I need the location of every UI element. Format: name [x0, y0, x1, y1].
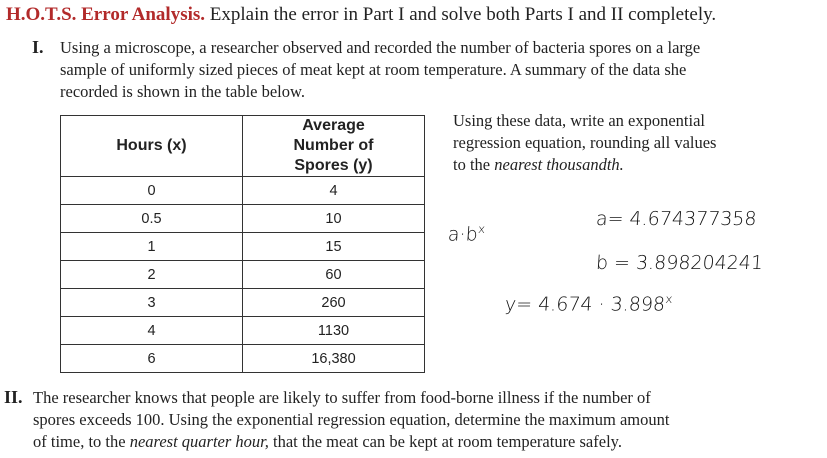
- spores-cell: 260: [243, 289, 425, 317]
- emphasis: nearest thousandth.: [494, 155, 624, 174]
- table-row: [61, 177, 425, 205]
- instruction: Explain the error in Part I and solve both Parts I and II completely.: [209, 4, 717, 25]
- text-line: recorded is shown in the table below.: [60, 82, 305, 101]
- spores-cell: 1130: [243, 317, 425, 345]
- suffix: that the meat can be kept at room temperature safely.: [273, 432, 622, 451]
- hots-label: H.O.T.S. Error Analysis.: [6, 4, 206, 25]
- table-row: [61, 261, 425, 289]
- text-line: Using these data, write an exponential: [453, 111, 706, 130]
- part-1-prompt: [453, 110, 716, 176]
- prefix: of time, to the: [33, 432, 126, 451]
- handwritten-b: b = 3.898204241: [595, 252, 764, 274]
- text-line: sample of uniformly sized pieces of meat kept at room temperature. A summary of the data she: [60, 60, 687, 79]
- handwritten-equation: [504, 292, 673, 315]
- hours-cell: 0: [61, 177, 243, 205]
- handwritten-a: a= 4.674377358: [595, 208, 758, 230]
- text-line: spores exceeds 100. Using the exponential regression equation, determine the maximum amount: [33, 410, 670, 429]
- spores-cell: 15: [243, 233, 425, 261]
- emphasis: nearest quarter hour,: [129, 432, 269, 451]
- exponent: x: [664, 292, 674, 306]
- header: [6, 4, 716, 26]
- form: a·b: [447, 223, 479, 246]
- equation: y= 4.674 · 3.898: [504, 293, 666, 316]
- prefix: to the: [453, 155, 491, 174]
- data-table: [60, 115, 425, 373]
- hours-cell: 6: [61, 345, 243, 373]
- part-2-text: [33, 387, 669, 453]
- text-line: Using a microscope, a researcher observed and recorded the number of bacteria spores on a large: [60, 38, 701, 57]
- table-row: [61, 289, 425, 317]
- header-spores: Average Number of Spores (y): [243, 116, 425, 177]
- spores-cell: 10: [243, 205, 425, 233]
- spores-cell: 60: [243, 261, 425, 289]
- hours-cell: 2: [61, 261, 243, 289]
- hours-cell: 1: [61, 233, 243, 261]
- hours-cell: 4: [61, 317, 243, 345]
- handwritten-form: [447, 222, 485, 245]
- hours-cell: 0.5: [61, 205, 243, 233]
- table-row: [61, 317, 425, 345]
- spores-cell: 16,380: [243, 345, 425, 373]
- part-1-text: [60, 37, 700, 103]
- spores-cell: 4: [243, 177, 425, 205]
- table-row: [61, 205, 425, 233]
- hours-cell: 3: [61, 289, 243, 317]
- text-line: regression equation, rounding all values: [453, 133, 717, 152]
- header-hours: Hours (x): [61, 116, 243, 177]
- table-row: [61, 233, 425, 261]
- part-1-number: I.: [32, 37, 44, 57]
- text-line: [33, 431, 669, 453]
- text-line: The researcher knows that people are likely to suffer from food-borne illness if the number of: [33, 388, 651, 407]
- table-row: [61, 345, 425, 373]
- text-line: [453, 154, 716, 176]
- part-2-number: II.: [4, 387, 23, 407]
- exponent: x: [477, 222, 486, 236]
